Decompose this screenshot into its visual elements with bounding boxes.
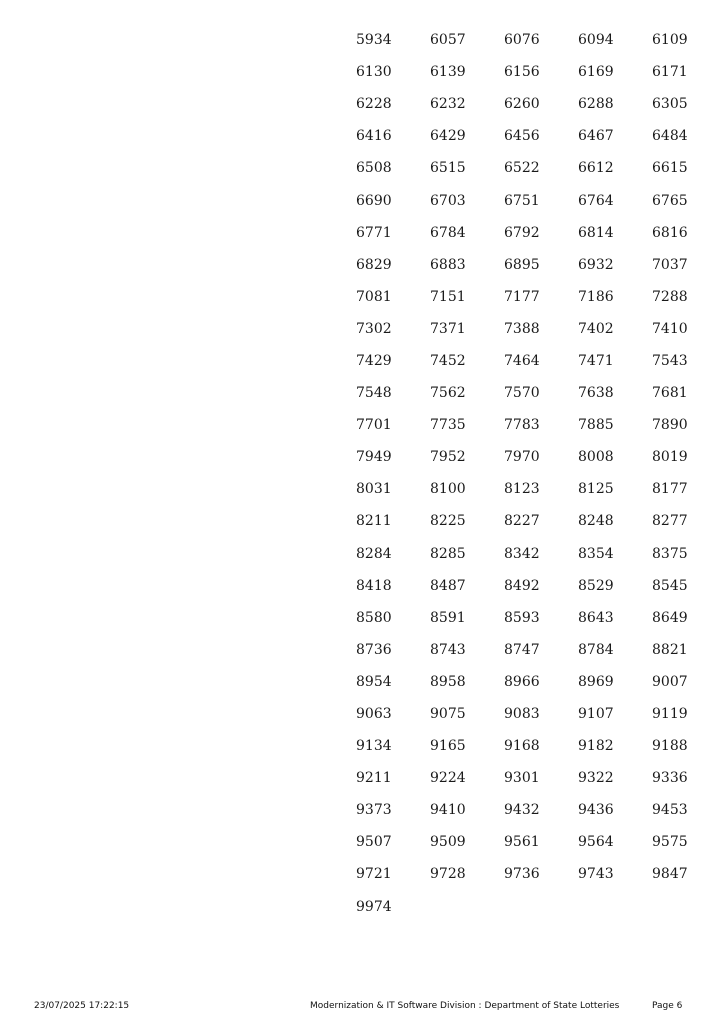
ticket-number: 7388 <box>504 320 540 337</box>
ticket-number: 9083 <box>504 706 540 723</box>
ticket-number: 9211 <box>356 770 392 787</box>
ticket-number: 7638 <box>578 385 614 402</box>
ticket-number: 7548 <box>356 385 392 402</box>
ticket-number: 8649 <box>652 609 688 626</box>
ticket-number: 9453 <box>652 802 688 819</box>
winning-numbers-grid <box>356 24 692 923</box>
ticket-number: 6816 <box>652 224 688 241</box>
ticket-number: 6690 <box>356 192 392 209</box>
ticket-number: 8285 <box>430 545 466 562</box>
ticket-number: 6467 <box>578 128 614 145</box>
ticket-number: 6895 <box>504 256 540 273</box>
ticket-number: 7177 <box>504 288 540 305</box>
ticket-number: 7783 <box>504 417 540 434</box>
ticket-number: 8821 <box>652 641 688 658</box>
ticket-number: 9373 <box>356 802 392 819</box>
ticket-number: 8277 <box>652 513 688 530</box>
ticket-number: 7949 <box>356 449 392 466</box>
ticket-number: 7402 <box>578 320 614 337</box>
ticket-number: 6703 <box>430 192 466 209</box>
ticket-number: 6456 <box>504 128 540 145</box>
ticket-number: 7037 <box>652 256 688 273</box>
ticket-number: 9188 <box>652 738 688 755</box>
ticket-number: 6171 <box>652 64 688 81</box>
ticket-number: 6484 <box>652 128 688 145</box>
ticket-number: 5934 <box>356 32 392 49</box>
ticket-number: 9575 <box>652 834 688 851</box>
ticket-number: 9743 <box>578 866 614 883</box>
ticket-number: 7701 <box>356 417 392 434</box>
ticket-number: 9561 <box>504 834 540 851</box>
ticket-number: 9974 <box>356 898 392 915</box>
ticket-number: 9432 <box>504 802 540 819</box>
ticket-number: 6771 <box>356 224 392 241</box>
ticket-number: 9564 <box>578 834 614 851</box>
footer-division: Modernization & IT Software Division : Department of State Lotteries <box>310 1001 620 1011</box>
ticket-number: 9007 <box>652 673 688 690</box>
ticket-number: 6784 <box>430 224 466 241</box>
ticket-number: 9182 <box>578 738 614 755</box>
ticket-number: 7464 <box>504 352 540 369</box>
ticket-number: 8492 <box>504 577 540 594</box>
ticket-number: 9509 <box>430 834 466 851</box>
ticket-number: 7471 <box>578 352 614 369</box>
ticket-number: 7570 <box>504 385 540 402</box>
ticket-number: 6829 <box>356 256 392 273</box>
ticket-number: 8225 <box>430 513 466 530</box>
ticket-number: 9063 <box>356 706 392 723</box>
ticket-number: 7151 <box>430 288 466 305</box>
footer-page-number: Page 6 <box>652 1001 683 1011</box>
ticket-number: 8418 <box>356 577 392 594</box>
ticket-number: 9410 <box>430 802 466 819</box>
ticket-number: 8375 <box>652 545 688 562</box>
ticket-number: 7890 <box>652 417 688 434</box>
ticket-number: 6612 <box>578 160 614 177</box>
ticket-number: 8784 <box>578 641 614 658</box>
ticket-number: 9119 <box>652 706 688 723</box>
ticket-number: 8125 <box>578 481 614 498</box>
ticket-number: 7970 <box>504 449 540 466</box>
ticket-number: 9847 <box>652 866 688 883</box>
ticket-number: 6232 <box>430 96 466 113</box>
ticket-number: 6076 <box>504 32 540 49</box>
ticket-number: 9336 <box>652 770 688 787</box>
ticket-number: 8529 <box>578 577 614 594</box>
ticket-number: 6130 <box>356 64 392 81</box>
ticket-number: 7885 <box>578 417 614 434</box>
ticket-number: 9436 <box>578 802 614 819</box>
ticket-number: 8019 <box>652 449 688 466</box>
ticket-number: 8593 <box>504 609 540 626</box>
ticket-number: 8342 <box>504 545 540 562</box>
ticket-number: 9134 <box>356 738 392 755</box>
ticket-number: 8591 <box>430 609 466 626</box>
ticket-number: 9107 <box>578 706 614 723</box>
ticket-number: 6751 <box>504 192 540 209</box>
ticket-number: 6094 <box>578 32 614 49</box>
ticket-number: 8008 <box>578 449 614 466</box>
ticket-number: 6057 <box>430 32 466 49</box>
ticket-number: 6522 <box>504 160 540 177</box>
ticket-number: 9301 <box>504 770 540 787</box>
ticket-number: 6515 <box>430 160 466 177</box>
ticket-number: 6156 <box>504 64 540 81</box>
ticket-number: 8958 <box>430 673 466 690</box>
ticket-number: 9075 <box>430 706 466 723</box>
ticket-number: 8966 <box>504 673 540 690</box>
ticket-number: 7081 <box>356 288 392 305</box>
ticket-number: 9736 <box>504 866 540 883</box>
page-footer <box>0 999 724 1015</box>
ticket-number: 8354 <box>578 545 614 562</box>
ticket-number: 7288 <box>652 288 688 305</box>
ticket-number: 9224 <box>430 770 466 787</box>
ticket-number: 7735 <box>430 417 466 434</box>
ticket-number: 9165 <box>430 738 466 755</box>
ticket-number: 6429 <box>430 128 466 145</box>
ticket-number: 7681 <box>652 385 688 402</box>
ticket-number: 8284 <box>356 545 392 562</box>
ticket-number: 8123 <box>504 481 540 498</box>
ticket-number: 7452 <box>430 352 466 369</box>
ticket-number: 6416 <box>356 128 392 145</box>
ticket-number: 9721 <box>356 866 392 883</box>
ticket-number: 6139 <box>430 64 466 81</box>
ticket-number: 6764 <box>578 192 614 209</box>
ticket-number: 6814 <box>578 224 614 241</box>
ticket-number: 8487 <box>430 577 466 594</box>
ticket-number: 6169 <box>578 64 614 81</box>
ticket-number: 8248 <box>578 513 614 530</box>
ticket-number: 8227 <box>504 513 540 530</box>
ticket-number: 7543 <box>652 352 688 369</box>
ticket-number: 7952 <box>430 449 466 466</box>
ticket-number: 9322 <box>578 770 614 787</box>
ticket-number: 6765 <box>652 192 688 209</box>
ticket-number: 8545 <box>652 577 688 594</box>
ticket-number: 6508 <box>356 160 392 177</box>
ticket-number: 8643 <box>578 609 614 626</box>
ticket-number: 6288 <box>578 96 614 113</box>
ticket-number: 8954 <box>356 673 392 690</box>
ticket-number: 8969 <box>578 673 614 690</box>
ticket-number: 7562 <box>430 385 466 402</box>
ticket-number: 7410 <box>652 320 688 337</box>
ticket-number: 6305 <box>652 96 688 113</box>
ticket-number: 9507 <box>356 834 392 851</box>
ticket-number: 6932 <box>578 256 614 273</box>
ticket-number: 8031 <box>356 481 392 498</box>
ticket-number: 8747 <box>504 641 540 658</box>
ticket-number: 6792 <box>504 224 540 241</box>
ticket-number: 6883 <box>430 256 466 273</box>
ticket-number: 8580 <box>356 609 392 626</box>
footer-datetime: 23/07/2025 17:22:15 <box>34 1001 130 1011</box>
ticket-number: 8177 <box>652 481 688 498</box>
ticket-number: 9728 <box>430 866 466 883</box>
ticket-number: 7302 <box>356 320 392 337</box>
ticket-number: 8736 <box>356 641 392 658</box>
ticket-number: 8743 <box>430 641 466 658</box>
ticket-number: 6615 <box>652 160 688 177</box>
ticket-number: 8211 <box>356 513 392 530</box>
ticket-number: 7371 <box>430 320 466 337</box>
ticket-number: 7186 <box>578 288 614 305</box>
ticket-number: 7429 <box>356 352 392 369</box>
ticket-number: 8100 <box>430 481 466 498</box>
ticket-number: 6228 <box>356 96 392 113</box>
ticket-number: 6109 <box>652 32 688 49</box>
ticket-number: 9168 <box>504 738 540 755</box>
ticket-number: 6260 <box>504 96 540 113</box>
